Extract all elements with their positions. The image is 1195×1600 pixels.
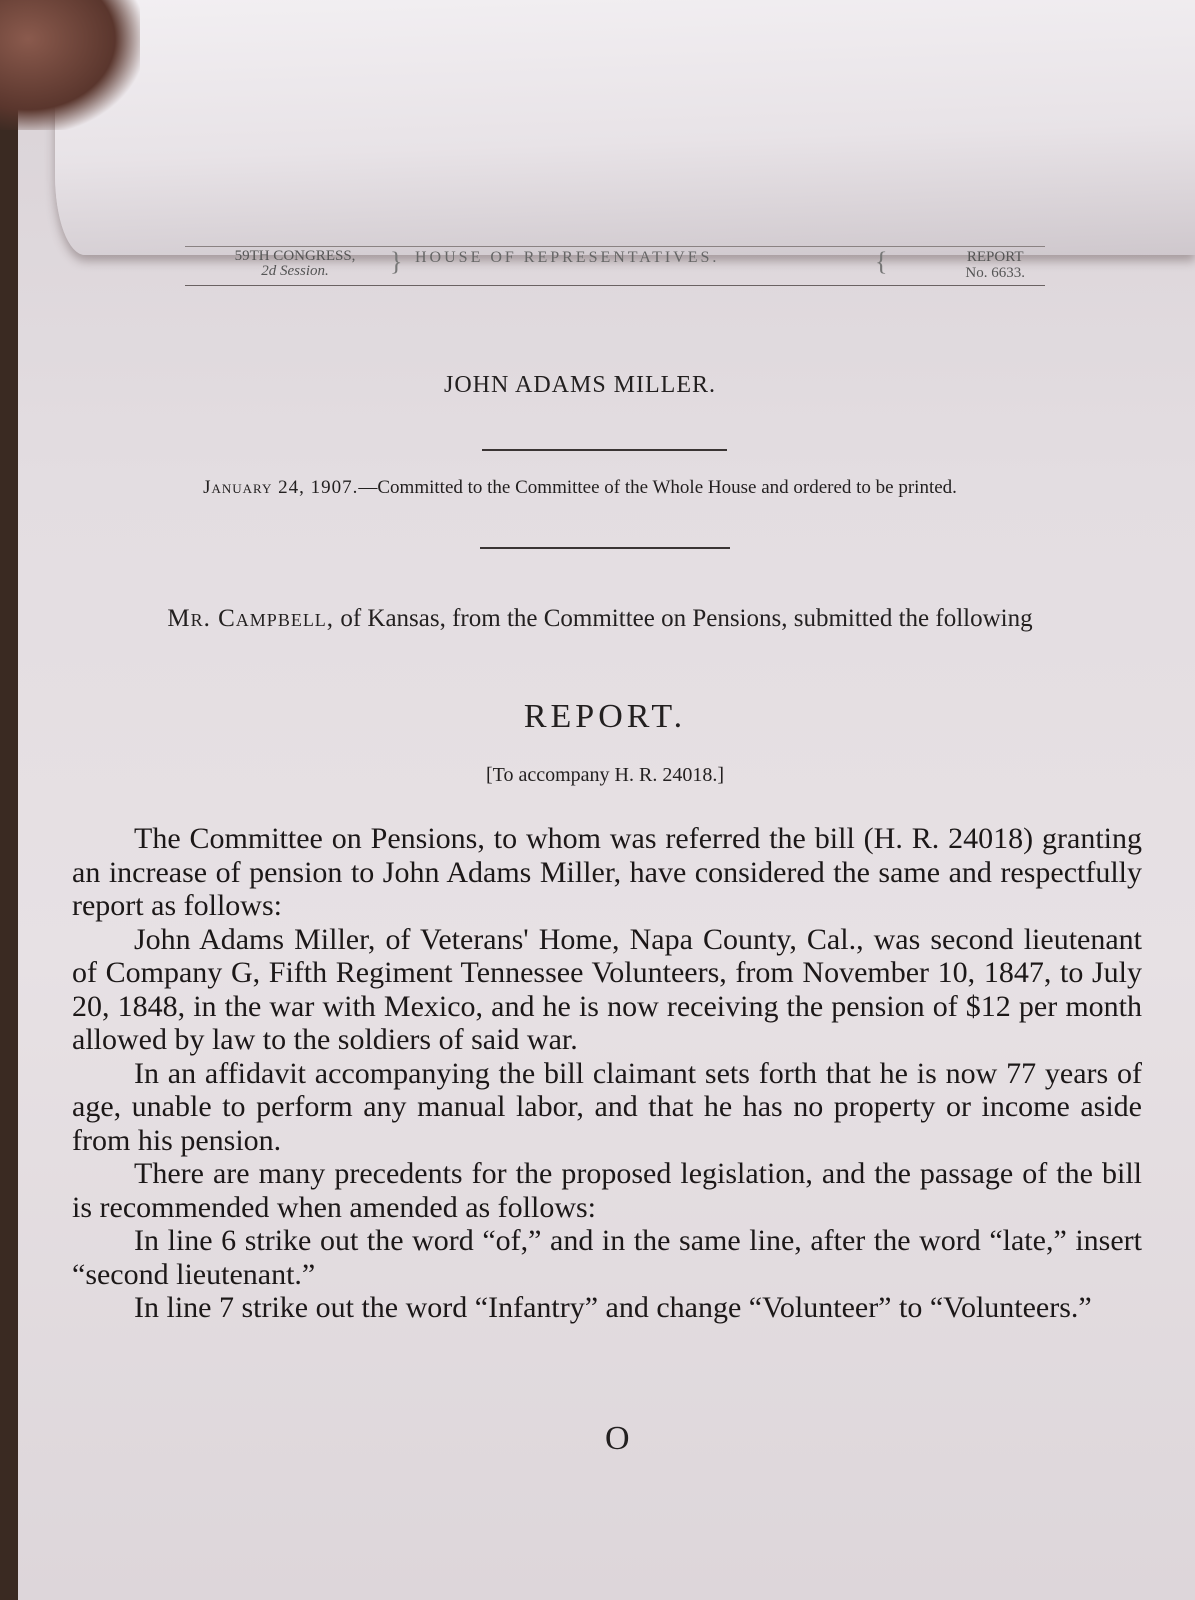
paragraph: In line 7 strike out the word “Infantry” and change “Volunteer” to “Volunteers.” bbox=[134, 1291, 1092, 1324]
brace-right: { bbox=[875, 247, 888, 276]
report-number-label: No. 6633. bbox=[965, 265, 1025, 281]
report-number bbox=[965, 249, 1025, 281]
committed-text: —Committed to the Committee of the Whole House and ordered to be printed. bbox=[358, 477, 957, 498]
submitted-text: of Kansas, from the Committee on Pensions, submitted the following bbox=[334, 605, 1033, 632]
committed-notice bbox=[80, 475, 1080, 501]
folded-page-edge bbox=[55, 0, 1195, 255]
submitted-by bbox=[60, 602, 1140, 636]
paragraph: The Committee on Pensions, to whom was referred the bill (H. R. 24018) granting an increase of pension to John Adams Miller, have considered the same and respectfully report as follows: bbox=[72, 822, 1142, 922]
report-body bbox=[72, 822, 1142, 1325]
thumb-shadow bbox=[0, 0, 140, 130]
page-folio: O bbox=[605, 1420, 630, 1457]
report-heading: REPORT. bbox=[523, 698, 687, 735]
page-title: JOHN ADAMS MILLER. bbox=[443, 372, 716, 398]
congress-label: 59TH CONGRESS, bbox=[234, 248, 356, 264]
paragraph: John Adams Miller, of Veterans' Home, Napa County, Cal., was second lieutenant of Company G, Fifth Regiment Tennessee Volunteers, from November 10, 1847, to July 20, 1848, in the war with Mexico, and he is now receiving the pension of $12 per month allowed by law to the soldiers of said war. bbox=[72, 922, 1142, 1056]
congress-session bbox=[185, 249, 405, 279]
report-label: REPORT bbox=[966, 249, 1024, 265]
document-header bbox=[185, 246, 1045, 286]
committed-date: January 24, 1907. bbox=[203, 477, 359, 498]
session-label: 2d Session. bbox=[261, 263, 329, 279]
paragraph: There are many precedents for the proposed legislation, and the passage of the bill is recommended when amended as follows: bbox=[72, 1157, 1142, 1224]
divider-top bbox=[482, 449, 727, 451]
divider-bottom bbox=[480, 547, 730, 549]
brace-left: } bbox=[390, 247, 403, 276]
chamber-label: HOUSE OF REPRESENTATIVES. bbox=[415, 249, 720, 266]
accompany-note: [To accompany H. R. 24018.] bbox=[486, 764, 724, 786]
paragraph: In an affidavit accompanying the bill claimant sets forth that he is now 77 years of age, unable to perform any manual labor, and that he has no property or income aside from his pension. bbox=[72, 1056, 1142, 1157]
paragraph: In line 6 strike out the word “of,” and in the same line, after the word “late,” insert “second lieutenant.” bbox=[72, 1224, 1142, 1291]
member-name: Mr. Campbell, bbox=[167, 605, 335, 632]
